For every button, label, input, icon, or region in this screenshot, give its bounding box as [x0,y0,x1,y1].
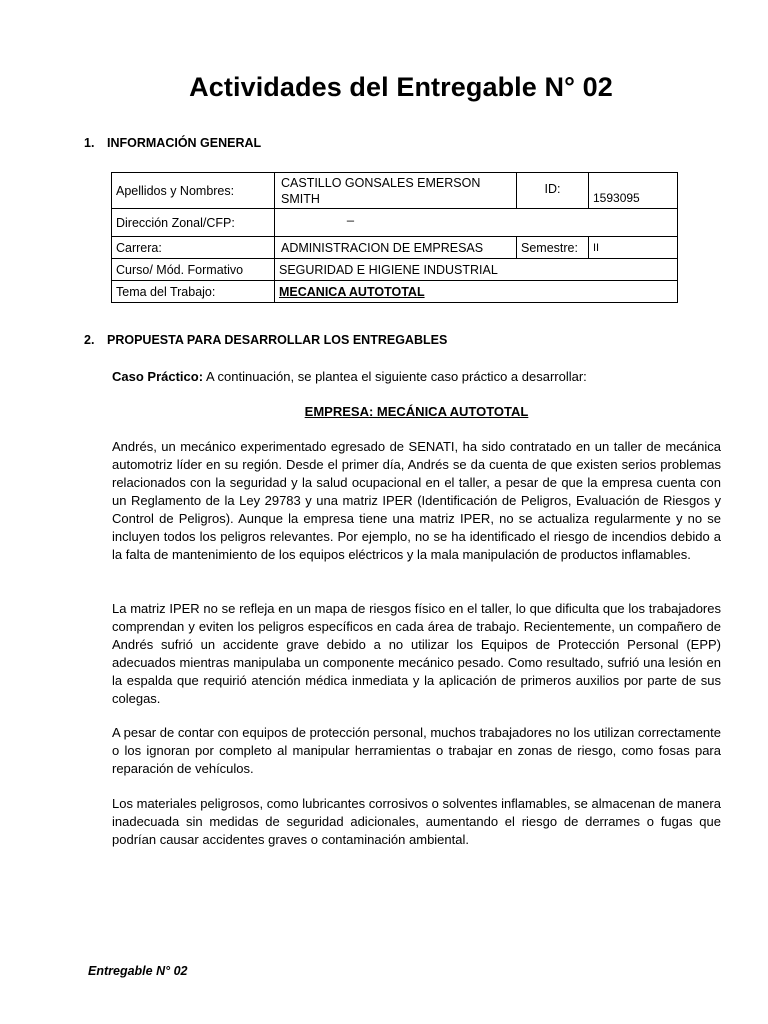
semestre-label: Semestre: [517,237,589,259]
table-row [112,173,678,209]
curso-value: SEGURIDAD E HIGIENE INDUSTRIAL [275,259,678,281]
apellidos-value: CASTILLO GONSALES EMERSON SMITH [275,173,517,209]
table-row [112,209,678,237]
document-title: Actividades del Entregable N° 02 [189,72,613,102]
id-label: ID: [517,173,589,209]
tema-value: MECANICA AUTOTOTAL [275,281,678,303]
section-1-heading [84,136,261,150]
caso-practico-line [112,368,721,386]
paragraph-4: Los materiales peligrosos, como lubricantes corrosivos o solventes inflamables, se almacenan de manera inadecuada sin medidas de seguridad adicionales, aumentando el riesgo de derrames o fugas que podrían causar accidentes graves o contaminación ambiental. [112,796,721,847]
section-1-number: 1. [84,136,95,150]
semestre-value: II [589,237,678,259]
table-row [112,259,678,281]
table-row [112,281,678,303]
direccion-label: Dirección Zonal/CFP: [112,209,275,237]
carrera-value: ADMINISTRACION DE EMPRESAS [275,237,517,259]
paragraph-2: La matriz IPER no se refleja en un mapa de riesgos físico en el taller, lo que dificulta que los trabajadores comprendan y eviten los peligros específicos en cada área de trabajo. Recientemente, un compañero de Andrés sufrió un accidente grave debido a no utilizar los Equipos de Protección Personal (EPP) adecuados mientras manipulaba un componente mecánico pesado. Como resultado, sufrió una lesión en la espalda que requirió atención médica inmediata y la aplicación de primeros auxilios por parte de sus colegas. [112,601,721,706]
page-footer: Entregable N° 02 [88,964,188,978]
section-2-number: 2. [84,333,95,347]
section-1-title: INFORMACIÓN GENERAL [107,136,262,150]
caso-practico-text: A continuación, se plantea el siguiente caso práctico a desarrollar: [203,369,587,384]
empresa-heading: EMPRESA: MECÁNICA AUTOTOTAL [304,404,529,419]
id-value: 1593095 [589,173,678,209]
table-row [112,237,678,259]
carrera-label: Carrera: [112,237,275,259]
section-2-title: PROPUESTA PARA DESARROLLAR LOS ENTREGABLES [107,333,448,347]
curso-label: Curso/ Mód. Formativo [112,259,275,281]
direccion-value: _ [275,209,678,237]
section-2-heading [84,333,447,347]
paragraph-3: A pesar de contar con equipos de protección personal, muchos trabajadores no los utilizan correctamente o los ignoran por completo al manipular herramientas o trabajar en zonas de riesgo, como fosas para reparación de vehículos. [112,725,721,776]
general-info-table [111,172,678,303]
paragraph-1: Andrés, un mecánico experimentado egresado de SENATI, ha sido contratado en un taller de mecánica automotriz líder en su región. Desde el primer día, Andrés se da cuenta de que existen serios problemas relacionados con la seguridad y la salud ocupacional en el taller, a pesar de que la empresa cuenta con un Reglamento de la Ley 29783 y una matriz IPER (Identificación de Peligros, Evaluación de Riesgos y Control de Peligros). Aunque la empresa tiene una matriz IPER, no se actualiza regularmente y no se incluyen todos los peligros relevantes. Por ejemplo, no se ha identificado el riesgo de incendios debido a la falta de mantenimiento de los equipos eléctricos y la mala manipulación de productos inflamables. [112,439,721,562]
tema-label: Tema del Trabajo: [112,281,275,303]
caso-practico-label: Caso Práctico: [112,369,204,384]
apellidos-label: Apellidos y Nombres: [112,173,275,209]
